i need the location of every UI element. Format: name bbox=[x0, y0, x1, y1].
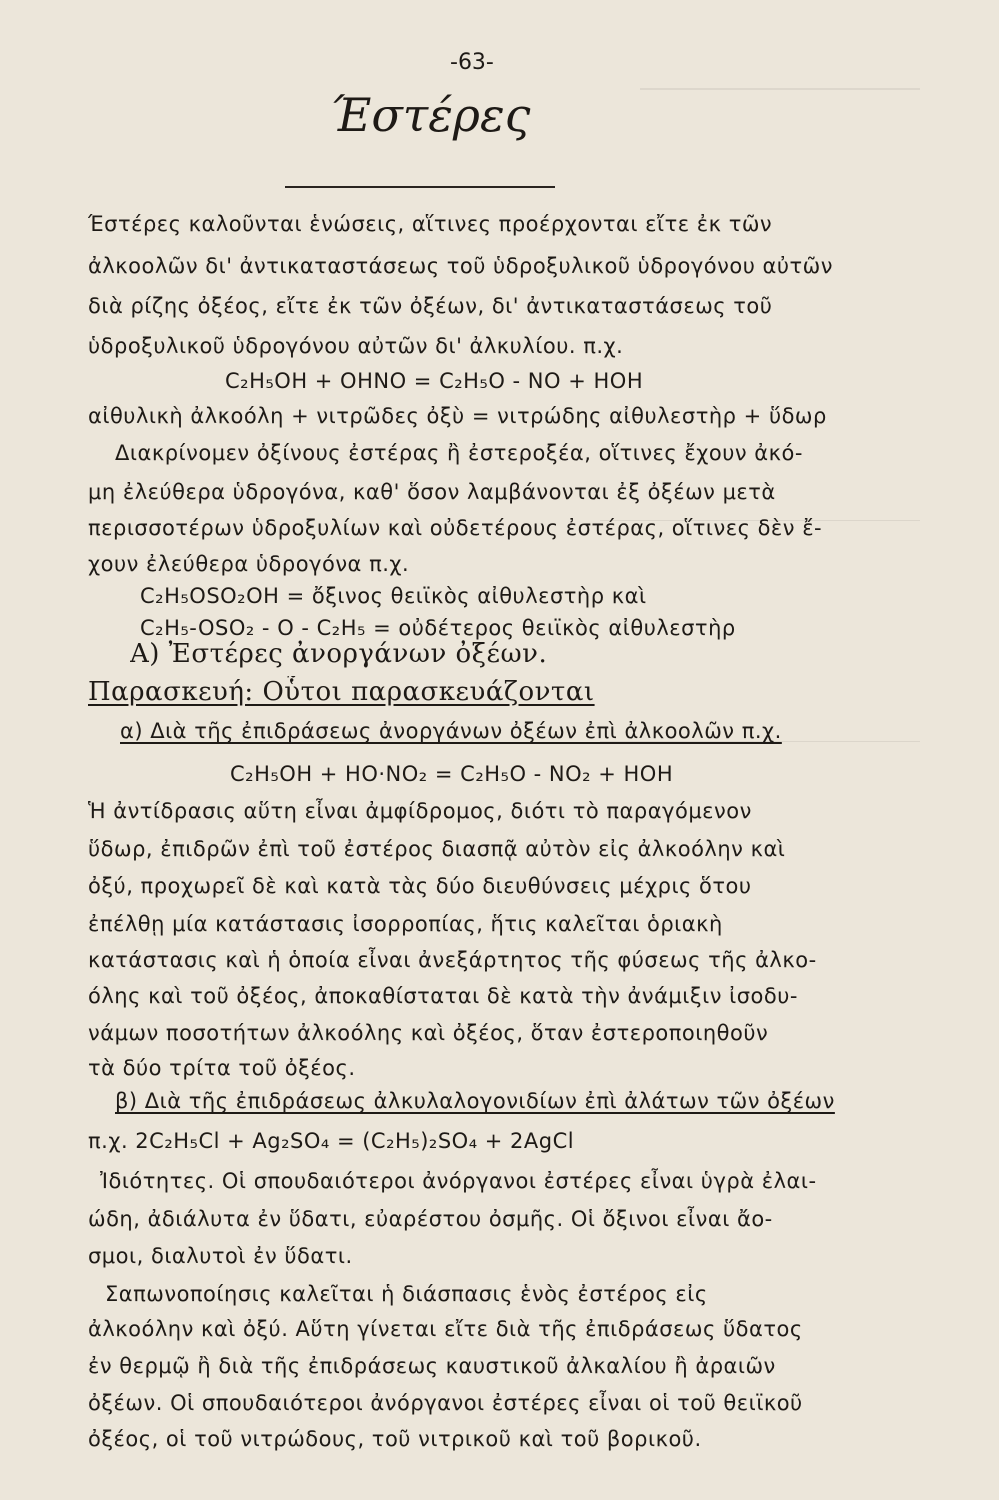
subheading-preparation: Παρασκευή: Οὗτοι παρασκευάζονται bbox=[88, 677, 595, 707]
page-number: -63- bbox=[450, 50, 494, 75]
formula-line: C₂H₅OH + HO·NO₂ = C₂H₅O - NO₂ + HOH bbox=[230, 762, 674, 786]
text-line: ώδη, ἀδιάλυτα ἐν ὕδατι, εὐαρέστου ὀσμῆς. Οἱ ὄξινοι εἶναι ἄο- bbox=[88, 1207, 773, 1231]
text-line: ὀξέων. Οἱ σπουδαιότεροι ἀνόργανοι ἐστέρες εἶναι οἱ τοῦ θειϊκοῦ bbox=[88, 1391, 803, 1415]
text-line: αἰθυλικὴ ἀλκοόλη + νιτρῶδες ὀξὺ = νιτρώδης αἰθυλεστὴρ + ὕδωρ bbox=[88, 404, 827, 428]
text-line: κατάστασις καὶ ἡ ὁποία εἶναι ἀνεξάρτητος τῆς φύσεως τῆς ἀλκο- bbox=[88, 948, 817, 972]
text-line: διὰ ρίζης ὀξέος, εἴτε ἐκ τῶν ὀξέων, δι' ἀντικαταστάσεως τοῦ bbox=[88, 294, 773, 318]
page-title: Έστέρες bbox=[330, 88, 531, 142]
text-line: Ἡ ἀντίδρασις αὕτη εἶναι ἀμφίδρομος, διότι τὸ παραγόμενον bbox=[88, 799, 752, 823]
formula-line: C₂H₅OH + OHNO = C₂H₅O - NO + HOH bbox=[225, 369, 644, 393]
text-line: ὑδροξυλικοῦ ὑδρογόνου αὐτῶν δι' ἀλκυλίου. π.χ. bbox=[88, 334, 624, 358]
text-line: ἐν θερμῷ ἢ διὰ τῆς ἐπιδράσεως καυστικοῦ ἀλκαλίου ἢ ἀραιῶν bbox=[88, 1354, 776, 1378]
text-line: νάμων ποσοτήτων ἀλκοόλης καὶ ὀξέος, ὅταν ἐστεροποιηθοῦν bbox=[88, 1021, 769, 1045]
text-line: Ἰδιότητες. Οἱ σπουδαιότεροι ἀνόργανοι ἐστέρες εἶναι ὑγρὰ ἐλαι- bbox=[100, 1169, 817, 1193]
text-line: όλης καὶ τοῦ ὀξέος, ἀποκαθίσταται δὲ κατὰ τὴν ἀνάμιξιν ἰσοδυ- bbox=[88, 984, 798, 1008]
formula-line: C₂H₅OSO₂OH = ὄξινος θειϊκὸς αἰθυλεστὴρ καὶ bbox=[140, 584, 647, 608]
text-line: ὀξύ, προχωρεῖ δὲ καὶ κατὰ τὰς δύο διευθύνσεις μέχρις ὅτου bbox=[88, 874, 752, 898]
bleed-through-mark bbox=[640, 88, 920, 108]
title-underline bbox=[285, 186, 555, 188]
text-line: Έστέρες καλοῦνται ἑνώσεις, αἵτινες προέρχονται εἴτε ἐκ τῶν bbox=[88, 212, 773, 236]
text-line: τὰ δύο τρίτα τοῦ ὀξέος. bbox=[88, 1056, 356, 1080]
text-line: ὀξέος, οἱ τοῦ νιτρώδους, τοῦ νιτρικοῦ καὶ τοῦ βορικοῦ. bbox=[88, 1427, 702, 1451]
method-b-heading: β) Διὰ τῆς ἐπιδράσεως ἀλκυλαλογονιδίων ἐπὶ ἀλάτων τῶν ὀξέων bbox=[115, 1089, 835, 1113]
text-line: ἀλκοόλην καὶ ὀξύ. Αὕτη γίνεται εἴτε διὰ τῆς ἐπιδράσεως ὕδατος bbox=[88, 1317, 803, 1341]
text-line: σμοι, διαλυτοὶ ἐν ὕδατι. bbox=[88, 1244, 353, 1268]
text-line: χουν ἐλεύθερα ὑδρογόνα π.χ. bbox=[88, 552, 410, 576]
text-line: περισσοτέρων ὑδροξυλίων καὶ οὐδετέρους ἐστέρας, οἵτινες δὲν ἔ- bbox=[88, 516, 823, 540]
text-line: Διακρίνομεν ὀξίνους ἐστέρας ἢ ἐστεροξέα, οἵτινες ἔχουν ἀκό- bbox=[115, 441, 803, 465]
section-heading: Α) Ἐστέρες ἀνοργάνων ὀξέων. bbox=[130, 639, 548, 669]
method-a-heading: α) Διὰ τῆς ἐπιδράσεως ἀνοργάνων ὀξέων ἐπὶ ἀλκοολῶν π.χ. bbox=[120, 719, 782, 743]
saponification-line: Σαπωνοποίησις καλεῖται ἡ διάσπασις ἑνὸς ἐστέρος εἰς bbox=[105, 1282, 708, 1306]
text-line: ἐπέλθῃ μία κατάστασις ἰσορροπίας, ἥτις καλεῖται ὁριακὴ bbox=[88, 912, 723, 936]
text-line: ἀλκοολῶν δι' ἀντικαταστάσεως τοῦ ὑδροξυλικοῦ ὑδρογόνου αὐτῶν bbox=[88, 254, 833, 278]
text-line: ὕδωρ, ἐπιδρῶν ἐπὶ τοῦ ἐστέρος διασπᾷ αὐτὸν εἰς ἀλκοόλην καὶ bbox=[88, 837, 786, 861]
formula-line: C₂H₅-OSO₂ - O - C₂H₅ = οὐδέτερος θειϊκὸς αἰθυλεστὴρ bbox=[140, 616, 736, 640]
formula-line: π.χ. 2C₂H₅Cl + Ag₂SO₄ = (C₂H₅)₂SO₄ + 2AgCl bbox=[88, 1129, 575, 1153]
text-line: μη ἐλεύθερα ὑδρογόνα, καθ' ὅσον λαμβάνονται ἐξ ὀξέων μετὰ bbox=[88, 480, 776, 504]
